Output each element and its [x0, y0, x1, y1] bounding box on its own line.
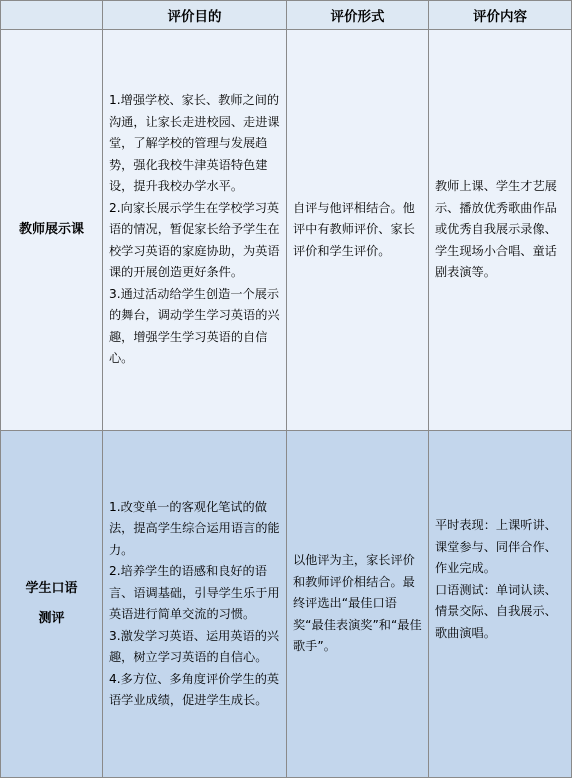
purpose-item: 2.培养学生的语感和良好的语言、语调基础，引导学生乐于用英语进行简单交流的习惯。 [109, 564, 280, 621]
purpose-item: 2.向家长展示学生在学校学习英语的情况，暂促家长给予学生在校学习英语的家庭协助，为英语课的开展创造更好条件。 [109, 200, 280, 280]
row-label-line: 学生口语 [25, 581, 78, 596]
row-label-teacher-demo: 教师展示课 [1, 30, 103, 431]
header-purpose: 评价目的 [103, 1, 287, 30]
purpose-item: 3.通过活动给学生创造一个展示的舞台，调动学生学习英语的兴趣，增强学生学习英语的自信心。 [109, 286, 280, 366]
purpose-item: 4.多方位、多角度评价学生的英语学业成绩，促进学生成长。 [109, 671, 280, 707]
table-row-oral-test [1, 431, 572, 778]
form-cell-oral-test: 以他评为主，家长评价和教师评价相结合。最终评选出“最佳口语奖“最佳表演奖”和“最佳歌手”。 [287, 431, 429, 778]
header-corner-cell [1, 1, 103, 30]
content-cell-oral-test [429, 431, 572, 778]
purpose-cell-teacher-demo [103, 30, 287, 431]
form-cell-teacher-demo: 自评与他评相结合。他评中有教师评价、家长评价和学生评价。 [287, 30, 429, 431]
header-form: 评价形式 [287, 1, 429, 30]
content-cell-teacher-demo: 教师上课、学生才艺展示、播放优秀歌曲作品或优秀自我展示录像、学生现场小合唱、童话剧表演等。 [429, 30, 572, 431]
purpose-item: 1.增强学校、家长、教师之间的沟通，让家长走进校园、走进课堂，了解学校的管理与发展趋势，强化我校牛津英语特色建设，提升我校办学水平。 [109, 93, 280, 194]
purpose-item: 1.改变单一的客观化笔试的做法，提高学生综合运用语言的能力。 [109, 499, 280, 557]
row-label-oral-test [1, 431, 103, 778]
header-content: 评价内容 [429, 1, 572, 30]
purpose-item: 3.激发学习英语、运用英语的兴趣，树立学习英语的自信心。 [109, 628, 280, 664]
row-label-line: 测评 [38, 611, 65, 626]
header-row [1, 1, 572, 30]
table-row-teacher-demo [1, 30, 572, 431]
content-item: 口语测试：单词认读、情景交际、自我展示、歌曲演唱。 [435, 582, 557, 640]
content-item: 平时表现：上课听讲、课堂参与、同伴合作、作业完成。 [435, 518, 557, 575]
purpose-cell-oral-test [103, 431, 287, 778]
